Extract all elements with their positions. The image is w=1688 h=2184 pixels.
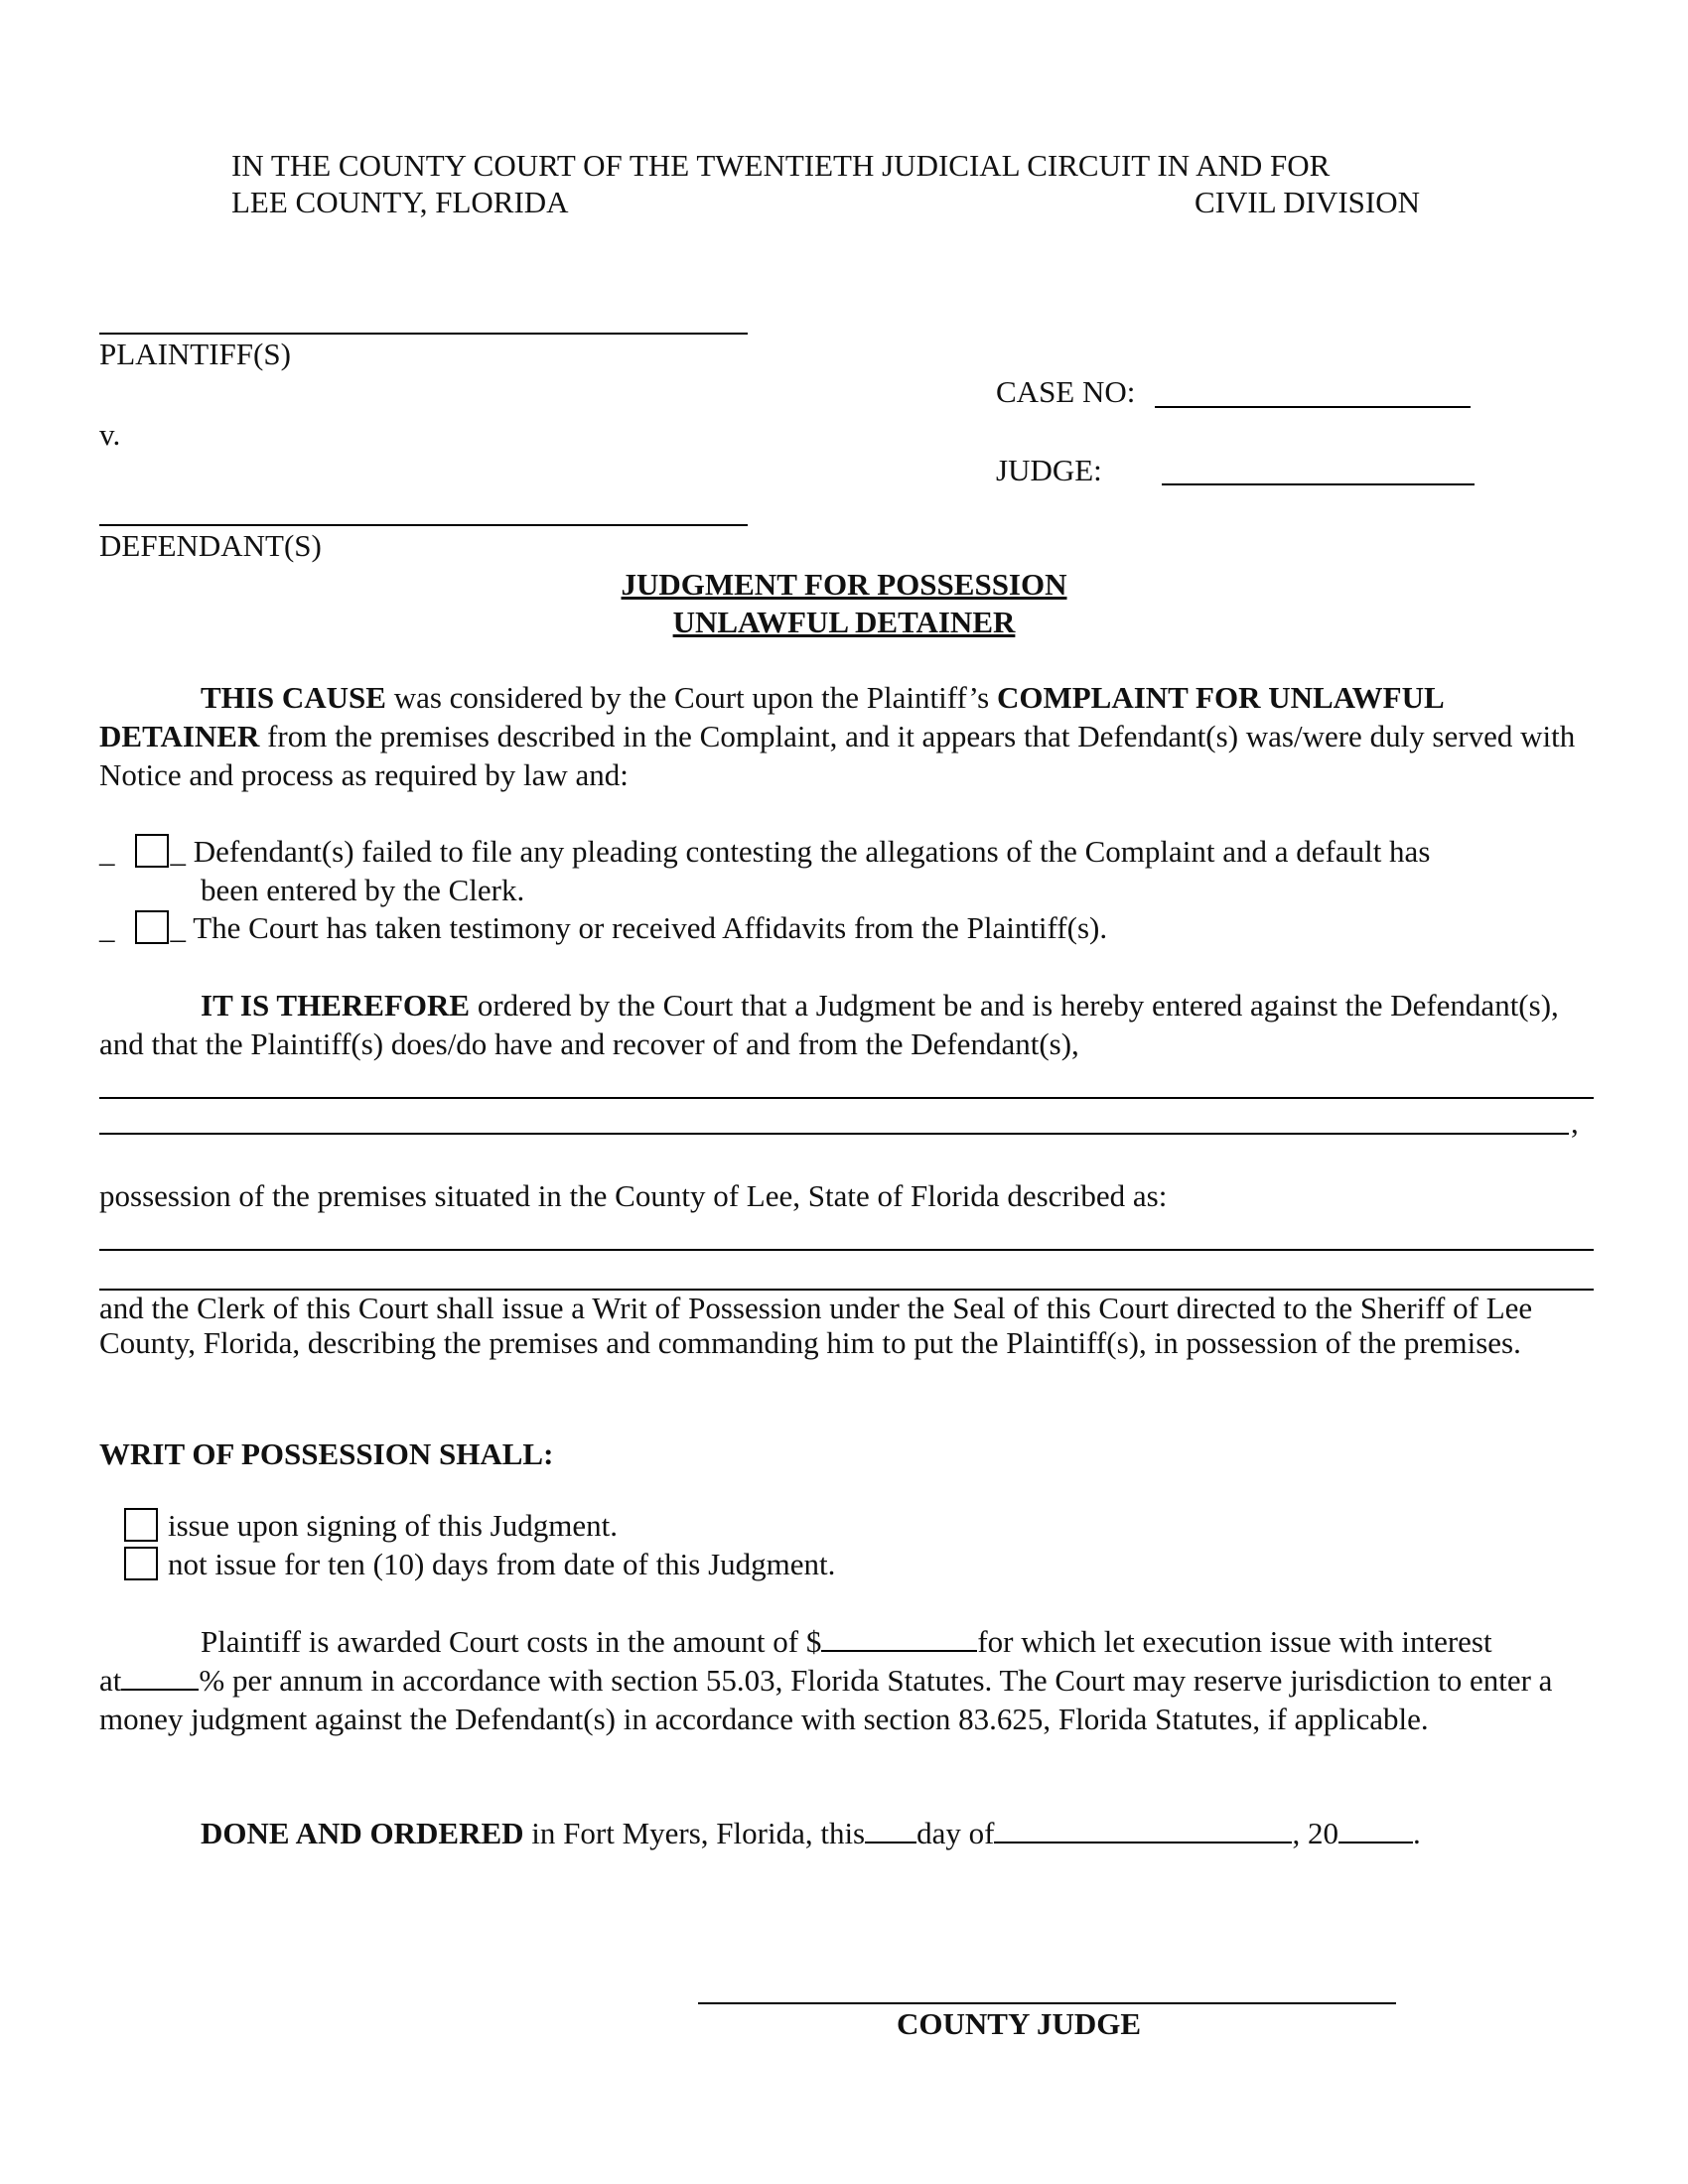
costs-paragraph [99, 1661, 1589, 1738]
default-checkbox[interactable] [135, 834, 169, 868]
option-testimony-text: The Court has taken testimony or received Affidavits from the Plaintiff(s). [193, 910, 1108, 945]
recovery-line-1[interactable] [99, 1097, 1594, 1099]
done-ordered-line [201, 1814, 1421, 1851]
case-no-label: CASE NO: [996, 374, 1136, 409]
costs-text1: Plaintiff is awarded Court costs in the amount of $ [201, 1624, 822, 1659]
intro-paragraph [99, 678, 1589, 794]
option-testimony-row: _ _ The Court has taken testimony or received Affidavits from the Plaintiff(s). [99, 910, 1108, 945]
court-caption-division: CIVIL DIVISION [1195, 185, 1421, 219]
court-caption-county: LEE COUNTY, FLORIDA [231, 185, 569, 219]
done-text2: day of [916, 1816, 995, 1850]
costs-amount-field[interactable] [821, 1622, 977, 1652]
costs-text4: % per annum in accordance with section 55.03, Florida Statutes. The Court may reserve jurisdiction to enter a money judgment against the Defendant(s) in accordance with section 83.625, Florida Statutes, if applicable. [99, 1663, 1553, 1736]
option-default-text: Defendant(s) failed to file any pleading contesting the allegations of the Complaint and a default has [193, 834, 1431, 869]
case-no-line[interactable] [1155, 406, 1471, 408]
defendant-name-line[interactable] [99, 524, 748, 526]
writ-delay-checkbox[interactable] [124, 1547, 158, 1580]
intro-text1: was considered by the Court upon the Plaintiff’s [385, 680, 997, 715]
interest-rate-field[interactable] [121, 1661, 199, 1691]
judge-label: JUDGE: [996, 453, 1102, 487]
writ-option-delay-row [124, 1546, 835, 1582]
defendant-label: DEFENDANT(S) [99, 528, 322, 563]
writ-option-issue-text: issue upon signing of this Judgment. [168, 1508, 618, 1543]
order-text: ordered by the Court that a Judgment be and is hereby entered against the Defendant(s), and that the Plaintiff(s) does/do have and recover of and from the Defendant(s), [99, 988, 1559, 1061]
judge-signature-line[interactable] [698, 2002, 1396, 2004]
plaintiff-label: PLAINTIFF(S) [99, 337, 291, 371]
this-cause-bold: THIS CAUSE [201, 680, 386, 715]
complaint-bold: COMPLAINT FOR UNLAWFUL DETAINER [99, 680, 1443, 753]
plaintiff-name-line[interactable] [99, 333, 748, 335]
order-paragraph [99, 986, 1589, 1063]
document-title-line1: JUDGMENT FOR POSSESSION [621, 567, 1067, 602]
intro-text2: from the premises described in the Complaint, and it appears that Defendant(s) was/were duly served with Notice and process as required by law and: [99, 719, 1576, 792]
clerk-paragraph: and the Clerk of this Court shall issue a Writ of Possession under the Seal of this Court directed to the Sheriff of Lee County, Florida, describing the premises and commanding him to put the Plaintiff(s), in possession of the premises. [99, 1291, 1533, 1360]
county-judge-label: COUNTY JUDGE [897, 2006, 1142, 2041]
writ-option-delay-text: not issue for ten (10) days from date of this Judgment. [168, 1547, 836, 1581]
court-caption-line1: IN THE COUNTY COURT OF THE TWENTIETH JUDICIAL CIRCUIT IN AND FOR [231, 148, 1331, 183]
document-title-line2: UNLAWFUL DETAINER [672, 605, 1016, 639]
writ-option-issue-row [124, 1507, 618, 1544]
month-field[interactable] [994, 1814, 1292, 1843]
costs-line1 [201, 1622, 1492, 1660]
premises-text: possession of the premises situated in the County of Lee, State of Florida described as: [99, 1178, 1168, 1213]
option-default-row: _ _ Defendant(s) failed to file any pleading contesting the allegations of the Complaint and a default has [99, 834, 1431, 869]
done-text1: in Fort Myers, Florida, this [523, 1816, 866, 1850]
versus-text: v. [99, 417, 121, 452]
done-text3: , 20 [1292, 1816, 1338, 1850]
writ-issue-checkbox[interactable] [124, 1508, 158, 1542]
testimony-checkbox[interactable] [135, 910, 169, 944]
recovery-line-2[interactable] [99, 1133, 1569, 1135]
done-text4: . [1412, 1816, 1421, 1850]
day-field[interactable] [865, 1814, 916, 1843]
costs-text3: at [99, 1663, 122, 1698]
recovery-comma: , [1571, 1105, 1579, 1140]
done-ordered-bold: DONE AND ORDERED [201, 1816, 524, 1850]
option-default-text-cont: been entered by the Clerk. [201, 873, 525, 907]
premises-line-1[interactable] [99, 1249, 1594, 1251]
costs-text2: for which let execution issue with interest [977, 1624, 1492, 1659]
writ-heading: WRIT OF POSSESSION SHALL: [99, 1436, 554, 1471]
year-field[interactable] [1338, 1814, 1413, 1843]
therefore-bold: IT IS THEREFORE [201, 988, 471, 1023]
judge-line[interactable] [1162, 483, 1475, 485]
